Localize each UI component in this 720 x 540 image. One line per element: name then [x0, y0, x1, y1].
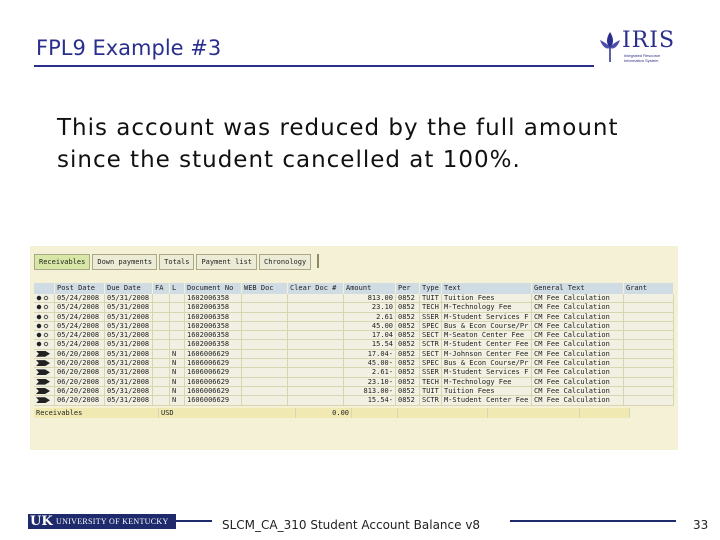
row-status-icon-cell[interactable] [34, 350, 55, 359]
tab-totals[interactable]: Totals [159, 254, 194, 270]
uk-logo [28, 514, 176, 529]
open-item-icon[interactable] [36, 323, 50, 329]
cell-general: CM Fee Calculation [532, 340, 624, 349]
cell-grant [624, 387, 674, 396]
cell-due: 05/31/2008 [105, 331, 153, 340]
column-header[interactable]: L [170, 283, 185, 294]
cell-type: SCTR [420, 396, 442, 405]
row-status-icon-cell[interactable] [34, 313, 55, 322]
cell-general: CM Fee Calculation [532, 294, 624, 303]
cell-due: 05/31/2008 [105, 313, 153, 322]
total-currency: USD [159, 408, 296, 418]
cell-fa [153, 350, 170, 359]
cell-fa [153, 378, 170, 387]
cell-per: 0852 [396, 313, 420, 322]
cell-per: 0852 [396, 378, 420, 387]
cell-web [242, 387, 288, 396]
cell-web [242, 396, 288, 405]
arrow-icon[interactable] [36, 379, 50, 385]
cell-due: 05/31/2008 [105, 340, 153, 349]
row-status-icon-cell[interactable] [34, 303, 55, 312]
tab-receivables[interactable]: Receivables [34, 254, 90, 270]
cell-text: Tuition Fees [442, 387, 532, 396]
cell-clear [288, 396, 344, 405]
total-amount: 0.00 [296, 408, 352, 418]
cell-grant [624, 340, 674, 349]
cell-clear [288, 294, 344, 303]
cell-type: SECT [420, 350, 442, 359]
total-row [34, 408, 674, 418]
column-header[interactable]: Text [442, 283, 532, 294]
cell-grant [624, 378, 674, 387]
cell-due: 05/31/2008 [105, 359, 153, 368]
cell-amount: 2.61 [344, 313, 396, 322]
column-header[interactable]: Clear Doc # [288, 283, 344, 294]
cell-type: TECH [420, 303, 442, 312]
cell-doc: 1602006358 [185, 294, 242, 303]
cell-per: 0852 [396, 322, 420, 331]
tab-chronology[interactable]: Chronology [259, 254, 311, 270]
cell-amount: 45.00 [344, 322, 396, 331]
table-row[interactable] [34, 340, 674, 349]
cell-per: 0852 [396, 331, 420, 340]
cell-general: CM Fee Calculation [532, 359, 624, 368]
cell-doc: 1602006358 [185, 303, 242, 312]
arrow-icon[interactable] [36, 369, 50, 375]
cell-l: N [170, 396, 185, 405]
row-status-icon-cell[interactable] [34, 378, 55, 387]
cell-web [242, 359, 288, 368]
cell-per: 0852 [396, 303, 420, 312]
cell-type: SPEC [420, 322, 442, 331]
cell-type: TUIT [420, 387, 442, 396]
body-line-1: This account was reduced by the full amount [57, 115, 619, 141]
row-status-icon-cell[interactable] [34, 331, 55, 340]
cell-post: 06/20/2008 [55, 368, 105, 377]
cell-fa [153, 387, 170, 396]
cell-web [242, 322, 288, 331]
cell-post: 05/24/2008 [55, 322, 105, 331]
cell-doc: 1606006629 [185, 378, 242, 387]
cell-amount: 813.00 [344, 294, 396, 303]
table-header [34, 283, 674, 294]
iris-logo [598, 28, 676, 68]
cell-post: 05/24/2008 [55, 331, 105, 340]
cell-l: N [170, 387, 185, 396]
open-item-icon[interactable] [36, 314, 50, 320]
cell-general: CM Fee Calculation [532, 368, 624, 377]
cell-doc: 1606006629 [185, 387, 242, 396]
cell-per: 0852 [396, 294, 420, 303]
cell-clear [288, 350, 344, 359]
cell-post: 05/24/2008 [55, 294, 105, 303]
column-header[interactable]: Amount [344, 283, 396, 294]
cell-grant [624, 313, 674, 322]
cell-clear [288, 313, 344, 322]
row-status-icon-cell[interactable] [34, 340, 55, 349]
cell-post: 06/20/2008 [55, 396, 105, 405]
cell-grant [624, 368, 674, 377]
cell-grant [624, 331, 674, 340]
cell-text: M-Student Center Fee [442, 340, 532, 349]
cell-due: 05/31/2008 [105, 350, 153, 359]
open-item-icon[interactable] [36, 304, 50, 310]
cell-type: SECT [420, 331, 442, 340]
cell-text: M-Technology Fee [442, 378, 532, 387]
table-row[interactable] [34, 378, 674, 387]
cell-general: CM Fee Calculation [532, 378, 624, 387]
cell-type: SSER [420, 368, 442, 377]
cell-fa [153, 340, 170, 349]
cell-clear [288, 359, 344, 368]
page-number: 33 [693, 518, 709, 532]
cell-doc: 1606006629 [185, 396, 242, 405]
cell-l [170, 294, 185, 303]
cell-due: 05/31/2008 [105, 303, 153, 312]
column-header[interactable]: WEB Doc [242, 283, 288, 294]
table-row[interactable] [34, 294, 674, 303]
cell-fa [153, 322, 170, 331]
open-item-icon[interactable] [36, 295, 50, 301]
cell-fa [153, 331, 170, 340]
row-status-icon-cell[interactable] [34, 387, 55, 396]
cell-l [170, 331, 185, 340]
cell-general: CM Fee Calculation [532, 303, 624, 312]
cell-text: M-Technology Fee [442, 303, 532, 312]
cell-per: 0852 [396, 387, 420, 396]
cell-post: 05/24/2008 [55, 340, 105, 349]
cell-clear [288, 303, 344, 312]
receivables-table [34, 283, 674, 418]
table-row[interactable] [34, 359, 674, 368]
body-line-2: since the student cancelled at 100%. [57, 147, 521, 173]
table-row[interactable] [34, 396, 674, 405]
cell-fa [153, 359, 170, 368]
cell-post: 05/24/2008 [55, 313, 105, 322]
cell-due: 05/31/2008 [105, 387, 153, 396]
cell-type: TECH [420, 378, 442, 387]
cell-fa [153, 303, 170, 312]
cell-clear [288, 368, 344, 377]
cell-grant [624, 322, 674, 331]
tab-payment-list[interactable]: Payment list [196, 254, 257, 270]
cell-amount: 2.61- [344, 368, 396, 377]
tab-bar-end [313, 254, 319, 268]
row-status-icon-cell[interactable] [34, 396, 55, 405]
column-header[interactable]: Due Date [105, 283, 153, 294]
cell-l [170, 322, 185, 331]
cell-text: Bus & Econ Course/Pr [442, 322, 532, 331]
cell-per: 0852 [396, 350, 420, 359]
table-row[interactable] [34, 368, 674, 377]
column-header[interactable]: Per [396, 283, 420, 294]
cell-post: 06/20/2008 [55, 378, 105, 387]
uk-logo-mark: UK [30, 514, 53, 529]
cell-text: M-Johnson Center Fee [442, 350, 532, 359]
cell-web [242, 378, 288, 387]
cell-general: CM Fee Calculation [532, 350, 624, 359]
cell-general: CM Fee Calculation [532, 387, 624, 396]
cell-text: M-Student Center Fee [442, 396, 532, 405]
arrow-icon[interactable] [36, 360, 50, 366]
cell-amount: 15.54- [344, 396, 396, 405]
cell-doc: 1606006629 [185, 350, 242, 359]
cell-due: 05/31/2008 [105, 322, 153, 331]
cell-text: Tuition Fees [442, 294, 532, 303]
cell-grant [624, 396, 674, 405]
table-row[interactable] [34, 313, 674, 322]
cell-clear [288, 331, 344, 340]
table-row[interactable] [34, 303, 674, 312]
iris-logo-line2: Information System [624, 58, 659, 63]
cell-clear [288, 322, 344, 331]
arrow-icon[interactable] [36, 388, 50, 394]
iris-flower-icon [598, 30, 622, 64]
cell-amount: 17.04 [344, 331, 396, 340]
cell-text: M-Student Services F [442, 368, 532, 377]
cell-text: M-Student Services F [442, 313, 532, 322]
title-underline [34, 65, 594, 67]
cell-post: 05/24/2008 [55, 303, 105, 312]
iris-logo-text: IRIS [622, 28, 676, 53]
arrow-icon[interactable] [36, 397, 50, 403]
cell-l: N [170, 368, 185, 377]
cell-grant [624, 303, 674, 312]
cell-web [242, 303, 288, 312]
cell-amount: 23.10- [344, 378, 396, 387]
iris-logo-line1: Integrated Resource [624, 53, 661, 58]
cell-doc: 1602006358 [185, 313, 242, 322]
column-header[interactable]: Post Date [55, 283, 105, 294]
cell-per: 0852 [396, 396, 420, 405]
sap-account-screen [30, 246, 678, 450]
cell-web [242, 340, 288, 349]
table-row[interactable] [34, 322, 674, 331]
table-body [34, 294, 674, 406]
total-filler-3 [488, 408, 580, 418]
cell-web [242, 313, 288, 322]
cell-web [242, 350, 288, 359]
cell-text: Bus & Econ Course/Pr [442, 359, 532, 368]
cell-clear [288, 378, 344, 387]
cell-amount: 813.00- [344, 387, 396, 396]
cell-fa [153, 294, 170, 303]
column-header[interactable]: Type [420, 283, 442, 294]
tab-down-payments[interactable]: Down payments [92, 254, 157, 270]
column-header[interactable]: Grant [624, 283, 674, 294]
cell-post: 06/20/2008 [55, 387, 105, 396]
column-header[interactable]: FA [153, 283, 170, 294]
cell-post: 06/20/2008 [55, 350, 105, 359]
cell-grant [624, 294, 674, 303]
cell-type: SPEC [420, 359, 442, 368]
total-filler-4 [580, 408, 630, 418]
cell-type: SSER [420, 313, 442, 322]
total-filler-2 [398, 408, 488, 418]
cell-due: 05/31/2008 [105, 294, 153, 303]
cell-general: CM Fee Calculation [532, 331, 624, 340]
open-item-icon[interactable] [36, 341, 50, 347]
total-label: Receivables [34, 408, 159, 418]
cell-amount: 45.00- [344, 359, 396, 368]
cell-l: N [170, 350, 185, 359]
cell-due: 05/31/2008 [105, 396, 153, 405]
cell-clear [288, 387, 344, 396]
cell-grant [624, 350, 674, 359]
cell-doc: 1602006358 [185, 331, 242, 340]
cell-doc: 1606006629 [185, 359, 242, 368]
cell-web [242, 368, 288, 377]
cell-due: 05/31/2008 [105, 378, 153, 387]
total-filler-1 [352, 408, 398, 418]
arrow-icon[interactable] [36, 351, 50, 357]
cell-amount: 15.54 [344, 340, 396, 349]
table-row[interactable] [34, 350, 674, 359]
cell-general: CM Fee Calculation [532, 322, 624, 331]
table-row[interactable] [34, 387, 674, 396]
row-status-icon-cell[interactable] [34, 359, 55, 368]
cell-general: CM Fee Calculation [532, 396, 624, 405]
cell-l [170, 313, 185, 322]
open-item-icon[interactable] [36, 332, 50, 338]
cell-per: 0852 [396, 359, 420, 368]
cell-type: SCTR [420, 340, 442, 349]
column-header[interactable]: Document No [185, 283, 242, 294]
cell-type: TUIT [420, 294, 442, 303]
cell-web [242, 294, 288, 303]
cell-per: 0852 [396, 340, 420, 349]
cell-amount: 23.10 [344, 303, 396, 312]
cell-clear [288, 340, 344, 349]
cell-l [170, 340, 185, 349]
footer-text: SLCM_CA_310 Student Account Balance v8 [222, 518, 481, 532]
cell-l: N [170, 359, 185, 368]
uk-logo-name: UNIVERSITY OF KENTUCKY [56, 517, 169, 526]
row-status-icon-cell[interactable] [34, 322, 55, 331]
tab-bar [34, 254, 319, 270]
column-header[interactable] [34, 283, 55, 294]
column-header[interactable]: General Text [532, 283, 624, 294]
slide-title: FPL9 Example #3 [36, 36, 222, 60]
cell-doc: 1602006358 [185, 340, 242, 349]
cell-post: 06/20/2008 [55, 359, 105, 368]
cell-web [242, 331, 288, 340]
cell-text: M-Seaton Center Fee [442, 331, 532, 340]
cell-per: 0852 [396, 368, 420, 377]
cell-due: 05/31/2008 [105, 368, 153, 377]
cell-fa [153, 313, 170, 322]
body-text [57, 112, 619, 176]
cell-l: N [170, 378, 185, 387]
cell-doc: 1606006629 [185, 368, 242, 377]
cell-general: CM Fee Calculation [532, 313, 624, 322]
cell-fa [153, 368, 170, 377]
row-status-icon-cell[interactable] [34, 294, 55, 303]
cell-grant [624, 359, 674, 368]
table-row[interactable] [34, 331, 674, 340]
row-status-icon-cell[interactable] [34, 368, 55, 377]
cell-amount: 17.04- [344, 350, 396, 359]
cell-fa [153, 396, 170, 405]
cell-doc: 1602006358 [185, 322, 242, 331]
cell-l [170, 303, 185, 312]
